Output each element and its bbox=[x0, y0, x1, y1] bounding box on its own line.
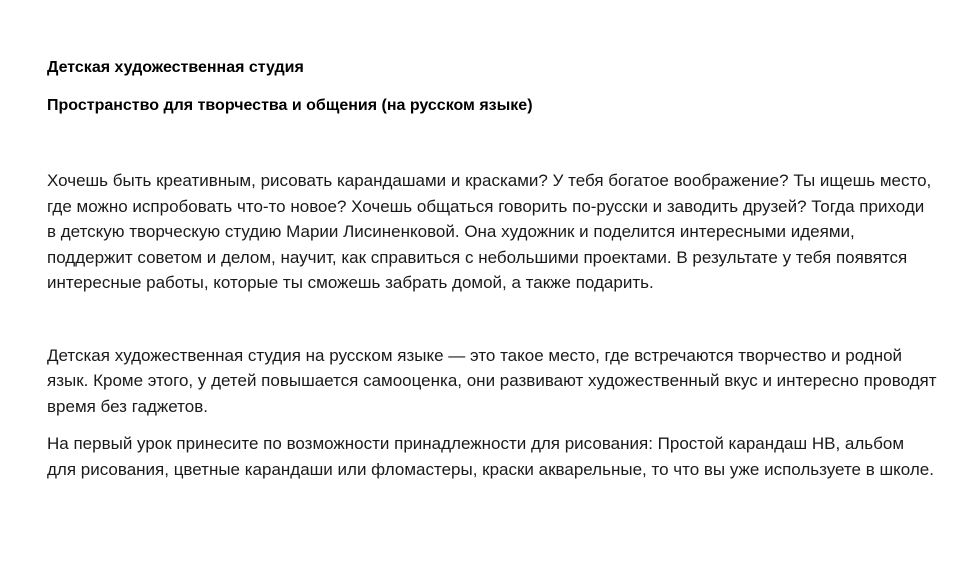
supplies-paragraph: На первый урок принесите по возможности принадлежности для рисования: Простой карандаш HB, альбом для рисования, цветные карандаши или фломастеры, краски акварельные, то что вы уже используете в школе. bbox=[47, 434, 934, 479]
intro-paragraph: Хочешь быть креативным, рисовать карандашами и красками? У тебя богатое воображение? Ты ищешь место, где можно испробовать что-то новое? Хочешь общаться говорить по-русски и заводить друзей? Тогда приходи в детскую творческую студию Марии Лисиненковой. Она художник и поделится интересными идеями, поддержит советом и делом, научит, как справиться с небольшими проектами. В результате у тебя появятся интересные работы, которые ты сможешь забрать домой, а также подарить. bbox=[47, 171, 932, 292]
page-subtitle: Пространство для творчества и общения (на русском языке) bbox=[47, 97, 533, 114]
description-paragraph: Детская художественная студия на русском языке — это такое место, где встречаются творчество и родной язык. Кроме этого, у детей повышается самооценка, они развивают художественный вкус и интересно проводят время без гаджетов. bbox=[47, 345, 937, 416]
page-title: Детская художественная студия bbox=[47, 59, 304, 76]
